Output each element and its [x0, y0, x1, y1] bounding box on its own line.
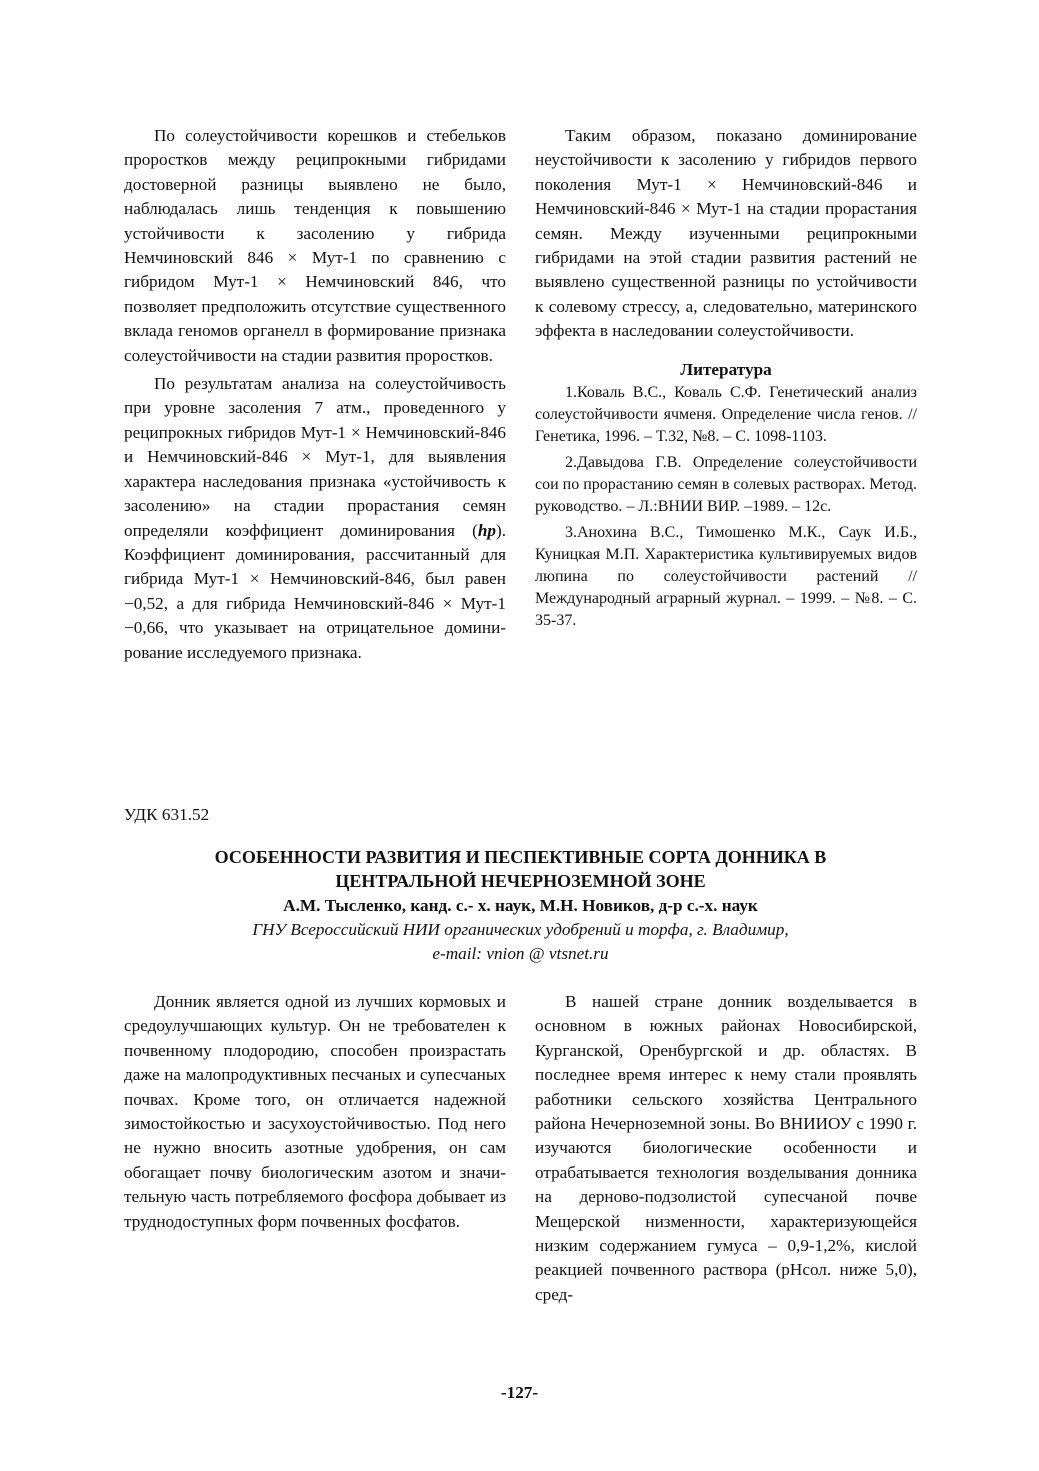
dominance-text-before: По результатам анализа на солеустойчивость при уровне засоления 7 атм., проведенного у реципрокных гибридов Мут-1 × Немчиновский-846 и Немчиновский-846 × Мут-1, для выявления характера наследования признака «устойчивость к засолению» на стадии прорастания семян определяли коэффициент доминирования ( [124, 374, 506, 540]
article-title-line-1: ОСОБЕННОСТИ РАЗВИТИЯ И ПЕСПЕКТИВНЫЕ СОРТА ДОННИКА В [214, 847, 827, 867]
affiliation-email: e-mail: vnion @ vtsnet.ru [432, 944, 609, 963]
paragraph-seedling-salt-tolerance: По солеустойчивости корешков и стебельков проростков между реципрокными гибридами достоверной разницы выявлено не было, наблюдалась лишь тенденция к повышению устойчивости к засолению у гибрида Немчиновский 846 × Мут-1 по сравнению с гибридом Мут-1 × Немчиновский 846, что позволяет предположить отсутствие существенного вклада геномов органелл в формирование признака солеустойчивости на стадии развития проростков. [124, 126, 506, 365]
reference-item: 2.Давыдова Г.В. Определение солеустойчивости сои по прорастанию семян в солевых растворах. Метод. руководство. – Л.:ВНИИ ВИР. –1989. – 12с. [535, 454, 917, 516]
affiliation-line-1: ГНУ Всероссийский НИИ органических удобрений и торфа, г. Владимир, [252, 920, 789, 939]
top-left-column [124, 124, 506, 665]
bottom-right-column [535, 990, 917, 1307]
paragraph-melilot-cultivation: В нашей стране донник возделывается в основном в южных районах Новосибирской, Курганской, Оренбургской и др. областях. В последнее время интерес к нему стали проявлять работники сельского хозяйства Центрального района Нечерноземной зоны. Во ВНИИОУ с 1990 г. изучаются биологические особенности и отрабатывается технология возделывания донника на дерново-подзолистой супесчаной почве Мещерской низменности, характеризующейся низким содержанием гумуса – 0,9-1,2%, кислой реакцией почвенного раствора (рНсол. ниже 5,0), сред- [535, 992, 917, 1304]
hp-symbol: hp [477, 520, 496, 540]
article-authors: А.М. Тысленко, канд. с.- х. наук, М.Н. Новиков, д-р с.-х. наук [283, 896, 758, 915]
paragraph-conclusion: Таким образом, показано доминирование неустойчивости к засолению у гибридов первого поколения Мут-1 × Немчиновский-846 и Немчиновский-846 × Мут-1 на стадии прорастания семян. Между изученными реципрокными гибридами на этой стадии развития растений не выявлено существенной разницы по устойчивости к солевому стрессу, а, следовательно, материнского эффекта в наследовании солеустойчивости. [535, 126, 917, 341]
article-affiliation [124, 918, 917, 966]
reference-item: 1.Коваль В.С., Коваль С.Ф. Генетический анализ солеустойчивости ячменя. Определение числа генов. // Генетика, 1996. – Т.32, №8. – С. 1098-1103. [535, 384, 917, 446]
top-right-column [535, 124, 917, 632]
literature-heading: Литература [680, 359, 772, 379]
reference-item: 3.Анохина В.С., Тимошенко М.К., Саук И.Б., Куницкая М.П. Характеристика культивируемых видов люпина по солеустойчивости растений // Международный аграрный журнал. – 1999. – №8. – С. 35-37. [535, 524, 917, 630]
paragraph-melilot-intro: Донник является одной из лучших кормовых и средоулучшающих культур. Он не требователен к почвенному плодородию, способен произрастать даже на малопродуктивных песчаных и супесчаных почвах. Кроме того, он отличается надежной зимостойкостью и засухоустойчивостью. Под него не нужно вносить азотные удобрения, он сам обогащает почву биологическим азотом и значительную часть потребляемого фосфора добывает из труднодоступных форм почвенных фосфатов. [124, 992, 506, 1231]
udk-code: УДК 631.52 [124, 805, 210, 824]
page-number: -127- [500, 1383, 539, 1402]
article-title-line-2: ЦЕНТРАЛЬНОЙ НЕЧЕРНОЗЕМНОЙ ЗОНЕ [335, 871, 706, 891]
paragraph-dominance-coefficient [124, 372, 506, 665]
dominance-text-after: ). Коэффициент доминирования, рассчитанный для гибрида Мут-1 × Немчиновский-846, был равен −0,52, а для гибрида Немчиновский-846 × Мут-1 −0,66, что указывает на отрицательное доминирование исследуемого признака. [124, 520, 506, 662]
bottom-left-column [124, 990, 506, 1234]
article-title [124, 845, 917, 893]
